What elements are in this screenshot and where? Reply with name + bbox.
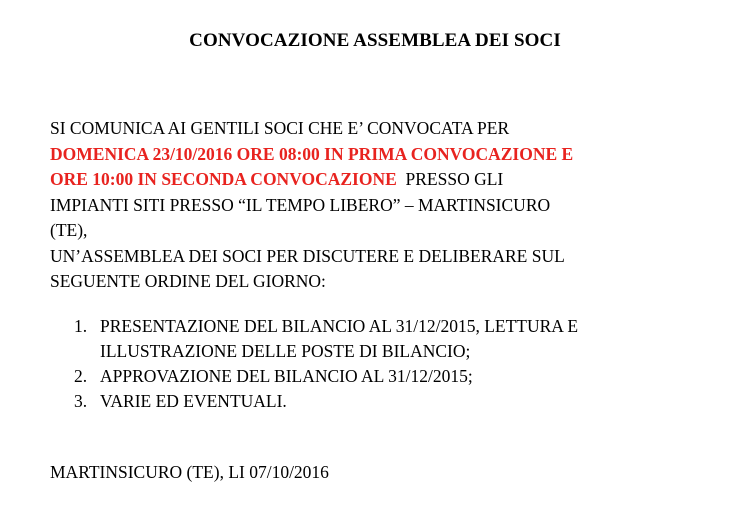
agenda-item-text: PRESENTAZIONE DEL BILANCIO AL 31/12/2015, LETTURA E <box>100 316 579 336</box>
agenda-item-number: 2. <box>74 366 88 386</box>
location-intro: PRESSO GLI <box>396 169 504 189</box>
agenda-item <box>74 314 714 364</box>
agenda-item-number: 1. <box>74 316 88 336</box>
second-call-time: ORE 10:00 IN SECONDA CONVOCAZIONE <box>50 169 397 189</box>
agenda-item <box>74 364 714 389</box>
agenda-item-number: 3. <box>74 391 88 411</box>
meeting-date-line: DOMENICA 23/10/2016 ORE 08:00 IN PRIMA CONVOCAZIONE E <box>50 143 574 164</box>
agenda-item-text: APPROVAZIONE DEL BILANCIO AL 31/12/2015; <box>100 366 473 386</box>
agenda-item-text-continued: ILLUSTRAZIONE DELLE POSTE DI BILANCIO; <box>100 341 471 361</box>
agenda-item <box>74 389 714 414</box>
purpose-line-continued: SEGUENTE ORDINE DEL GIORNO: <box>50 271 326 291</box>
agenda-item-text: VARIE ED EVENTUALI. <box>100 391 287 411</box>
agenda-list <box>74 314 714 414</box>
notice-body <box>50 116 710 295</box>
location-line: IMPIANTI SITI PRESSO “IL TEMPO LIBERO” – MARTINSICURO <box>50 194 551 215</box>
location-line-continued: (TE), <box>50 220 88 240</box>
intro-line: SI COMUNICA AI GENTILI SOCI CHE E’ CONVOCATA PER <box>50 118 510 138</box>
purpose-line: UN’ASSEMBLEA DEI SOCI PER DISCUTERE E DELIBERARE SUL <box>50 245 565 266</box>
document-title: CONVOCAZIONE ASSEMBLEA DEI SOCI <box>189 30 561 51</box>
place-date-line: MARTINSICURO (TE), LI 07/10/2016 <box>50 462 329 482</box>
second-call-line <box>50 167 710 193</box>
